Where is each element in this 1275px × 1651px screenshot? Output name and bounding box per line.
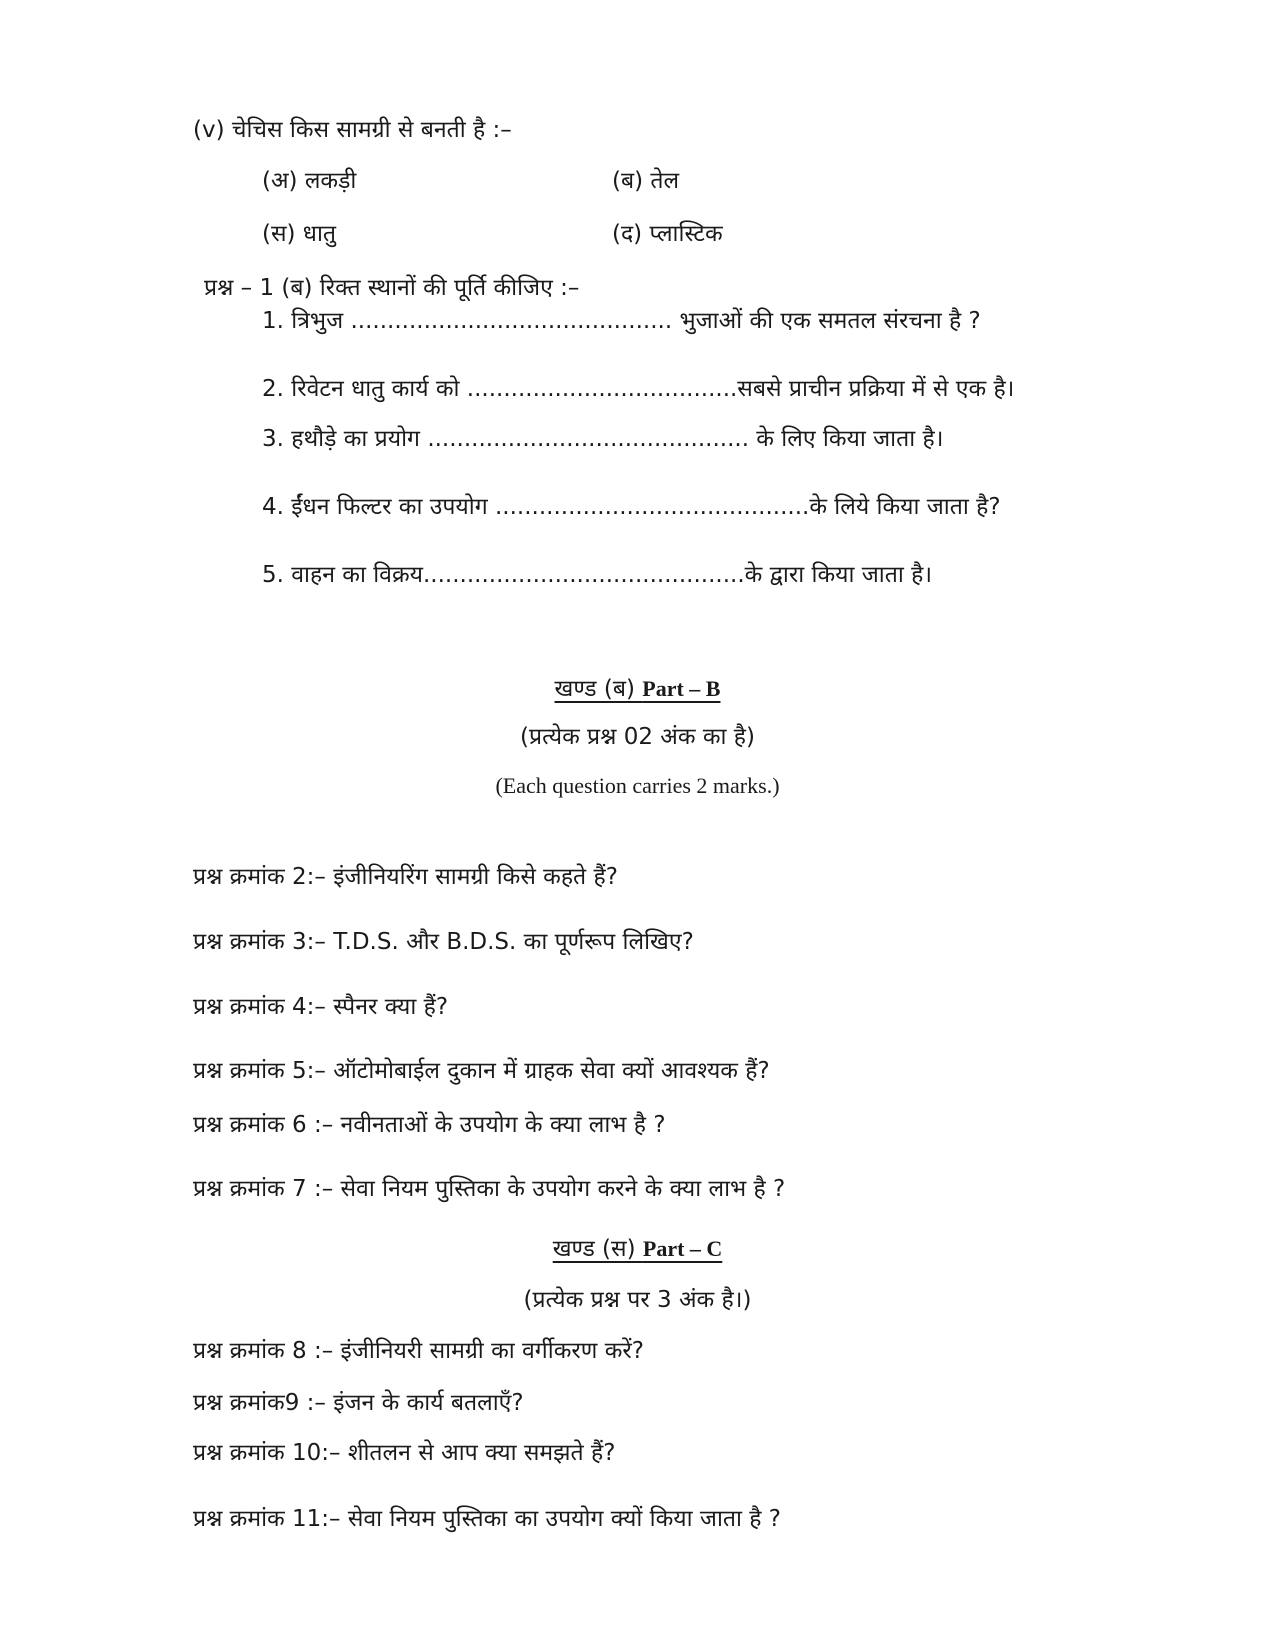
mcq-option-d: (द) प्लास्टिक [612, 221, 723, 247]
part-c-question: प्रश्न क्रमांक 11:– सेवा नियम पुस्तिका का उपयोग क्यों किया जाता है ? [193, 1506, 782, 1532]
part-c-question: प्रश्न क्रमांक 10:– शीतलन से आप क्या समझते हैं? [193, 1440, 616, 1466]
fill-blank-item-3: 3. हथौड़े का प्रयोग ............................................ के लिए किया जाता है। [262, 426, 944, 452]
mcq-question: (v) चेचिस किस सामग्री से बनती है :– [193, 117, 512, 143]
part-c-marks-hi: (प्रत्येक प्रश्न पर 3 अंक है।) [523, 1287, 752, 1313]
mcq-option-a: (अ) लकड़ी [262, 168, 357, 194]
part-b-question: प्रश्न क्रमांक 7 :– सेवा नियम पुस्तिका के उपयोग करने के क्या लाभ है ? [193, 1176, 786, 1202]
mcq-option-c: (स) धातु [262, 221, 337, 247]
part-c-question: प्रश्न क्रमांक9 :– इंजन के कार्य बतलाएँ? [193, 1390, 524, 1416]
part-b-title [0, 674, 1275, 704]
part-b-question: प्रश्न क्रमांक 3:– T.D.S. और B.D.S. का पूर्णरूप लिखिए? [193, 929, 694, 955]
part-b-marks-hi: (प्रत्येक प्रश्न 02 अंक का है) [520, 724, 755, 750]
fill-blank-item-2: 2. रिवेटन धातु कार्य को .....................................सबसे प्राचीन प्रक्रिया में से एक है। [262, 376, 1015, 402]
part-b-question: प्रश्न क्रमांक 5:– ऑटोमोबाईल दुकान में ग्राहक सेवा क्यों आवश्यक हैं? [193, 1058, 770, 1084]
part-c-title-en: Part – C [642, 1236, 723, 1261]
part-b-title-hi: खण्ड (ब) [554, 676, 635, 702]
part-b-question: प्रश्न क्रमांक 6 :– नवीनताओं के उपयोग के क्या लाभ है ? [193, 1112, 666, 1138]
fill-blank-item-1: 1. त्रिभुज ............................................ भुजाओं की एक समतल संरचना है ? [262, 308, 981, 334]
fill-blank-item-4: 4. ईंधन फिल्टर का उपयोग ...........................................के लिये किया जाता है? [262, 494, 1001, 520]
fill-blank-item-5: 5. वाहन का विक्रय............................................के द्वारा किया जाता है। [262, 562, 933, 588]
part-b-question: प्रश्न क्रमांक 2:– इंजीनियरिंग सामग्री किसे कहते हैं? [193, 864, 618, 890]
part-b-question: प्रश्न क्रमांक 4:– स्पैनर क्या हैं? [193, 994, 449, 1020]
part-b-marks-en: (Each question carries 2 marks.) [495, 773, 780, 798]
fill-blanks-heading: प्रश्न – 1 (ब) रिक्त स्थानों की पूर्ति कीजिए :– [204, 275, 580, 301]
part-b-title-en: Part – B [642, 676, 721, 701]
part-c-question: प्रश्न क्रमांक 8 :– इंजीनियरी सामग्री का वर्गीकरण करें? [193, 1338, 644, 1364]
mcq-option-b: (ब) तेल [612, 168, 680, 194]
part-c-title [0, 1234, 1275, 1264]
part-c-title-hi: खण्ड (स) [552, 1236, 636, 1262]
